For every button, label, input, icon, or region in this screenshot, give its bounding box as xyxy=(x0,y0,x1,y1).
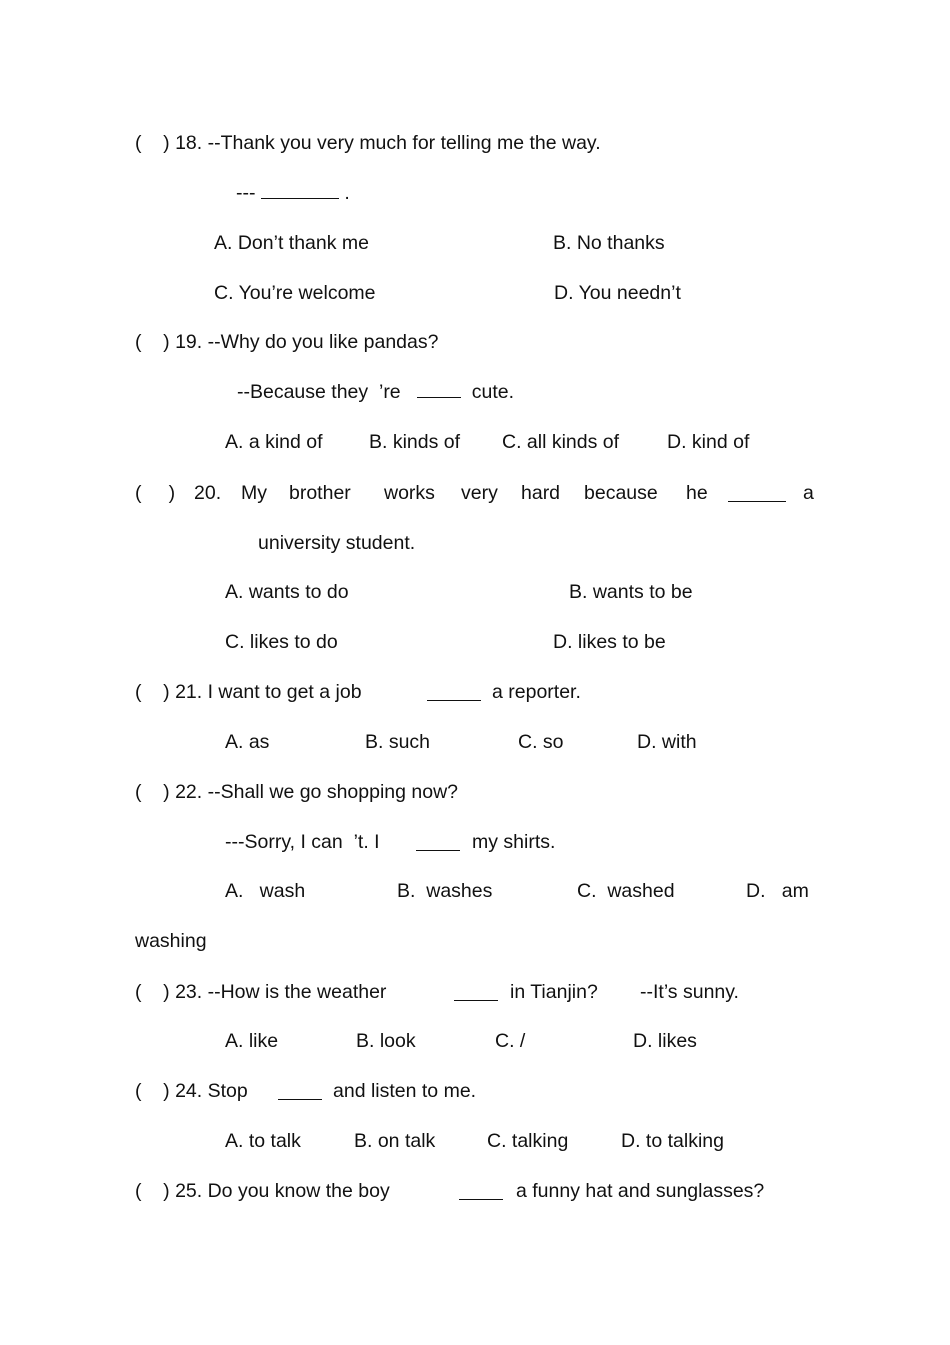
reply-text: --Because they ’re xyxy=(237,381,401,403)
question-22-reply: ---Sorry, I can ’t. I xyxy=(225,831,380,853)
answer-blank xyxy=(454,984,498,1001)
option-c: C. / xyxy=(495,1030,526,1052)
option-d: D. likes xyxy=(633,1030,697,1052)
question-23-stem: ( ) 23. --How is the weather xyxy=(135,981,387,1003)
question-20-continuation: university student. xyxy=(258,532,416,554)
option-d: D. to talking xyxy=(621,1130,724,1152)
option-d-wrap: washing xyxy=(135,930,207,952)
answer-blank xyxy=(728,485,786,502)
question-23-suffix: in Tianjin? xyxy=(510,981,598,1003)
reply-dashes: --- xyxy=(236,182,256,204)
question-22-stem: ( ) 22. --Shall we go shopping now? xyxy=(135,781,459,803)
word: works xyxy=(384,482,435,504)
option-b: B. on talk xyxy=(354,1130,436,1152)
reply-end: . xyxy=(344,182,350,204)
question-18-reply xyxy=(236,181,350,205)
option-c: C. washed xyxy=(577,880,675,902)
option-d: D. am xyxy=(746,880,809,902)
question-21-stem: ( ) 21. I want to get a job xyxy=(135,681,362,703)
option-b: B. look xyxy=(356,1030,416,1052)
option-a: A. like xyxy=(225,1030,279,1052)
option-c: C. You’re welcome xyxy=(214,282,376,304)
question-25-stem: ( ) 25. Do you know the boy xyxy=(135,1180,390,1202)
option-a: A. wants to do xyxy=(225,581,349,603)
option-b: B. No thanks xyxy=(553,232,665,254)
option-a: A. wash xyxy=(225,880,306,902)
option-a: A. as xyxy=(225,731,270,753)
question-19-reply xyxy=(237,380,514,404)
option-a: A. Don’t thank me xyxy=(214,232,369,254)
option-b: B. washes xyxy=(397,880,493,902)
answer-blank xyxy=(459,1183,503,1200)
question-25-suffix: a funny hat and sunglasses? xyxy=(516,1180,765,1202)
option-d: D. likes to be xyxy=(553,631,666,653)
question-19-stem: ( ) 19. --Why do you like pandas? xyxy=(135,331,439,353)
question-22-reply-end: my shirts. xyxy=(472,831,556,853)
option-a: A. a kind of xyxy=(225,431,323,453)
answer-blank xyxy=(261,182,339,199)
question-21-suffix: a reporter. xyxy=(492,681,581,703)
question-24-stem: ( ) 24. Stop xyxy=(135,1080,248,1102)
word: brother xyxy=(289,482,351,504)
word: a xyxy=(803,482,814,504)
word: hard xyxy=(521,482,561,504)
option-c: C. so xyxy=(518,731,564,753)
question-24-suffix: and listen to me. xyxy=(333,1080,477,1102)
option-b: B. kinds of xyxy=(369,431,461,453)
word: very xyxy=(461,482,498,504)
option-c: C. all kinds of xyxy=(502,431,620,453)
option-d: D. kind of xyxy=(667,431,750,453)
option-a: A. to talk xyxy=(225,1130,301,1152)
answer-blank xyxy=(278,1083,322,1100)
question-20-paren: ( ) xyxy=(135,482,176,504)
option-b: B. wants to be xyxy=(569,581,693,603)
question-23-answer-line: --It’s sunny. xyxy=(640,981,739,1003)
question-18-stem: ( ) 18. --Thank you very much for telling me the way. xyxy=(135,132,601,154)
option-b: B. such xyxy=(365,731,431,753)
answer-blank xyxy=(427,684,481,701)
option-d: D. with xyxy=(637,731,697,753)
option-d: D. You needn’t xyxy=(554,282,681,304)
word: because xyxy=(584,482,658,504)
word: My xyxy=(241,482,267,504)
question-20-number: 20. xyxy=(194,482,222,504)
option-c: C. likes to do xyxy=(225,631,338,653)
reply-end: cute. xyxy=(471,381,515,403)
word: he xyxy=(686,482,708,504)
answer-blank xyxy=(417,381,461,398)
option-c: C. talking xyxy=(487,1130,569,1152)
answer-blank xyxy=(416,834,460,851)
